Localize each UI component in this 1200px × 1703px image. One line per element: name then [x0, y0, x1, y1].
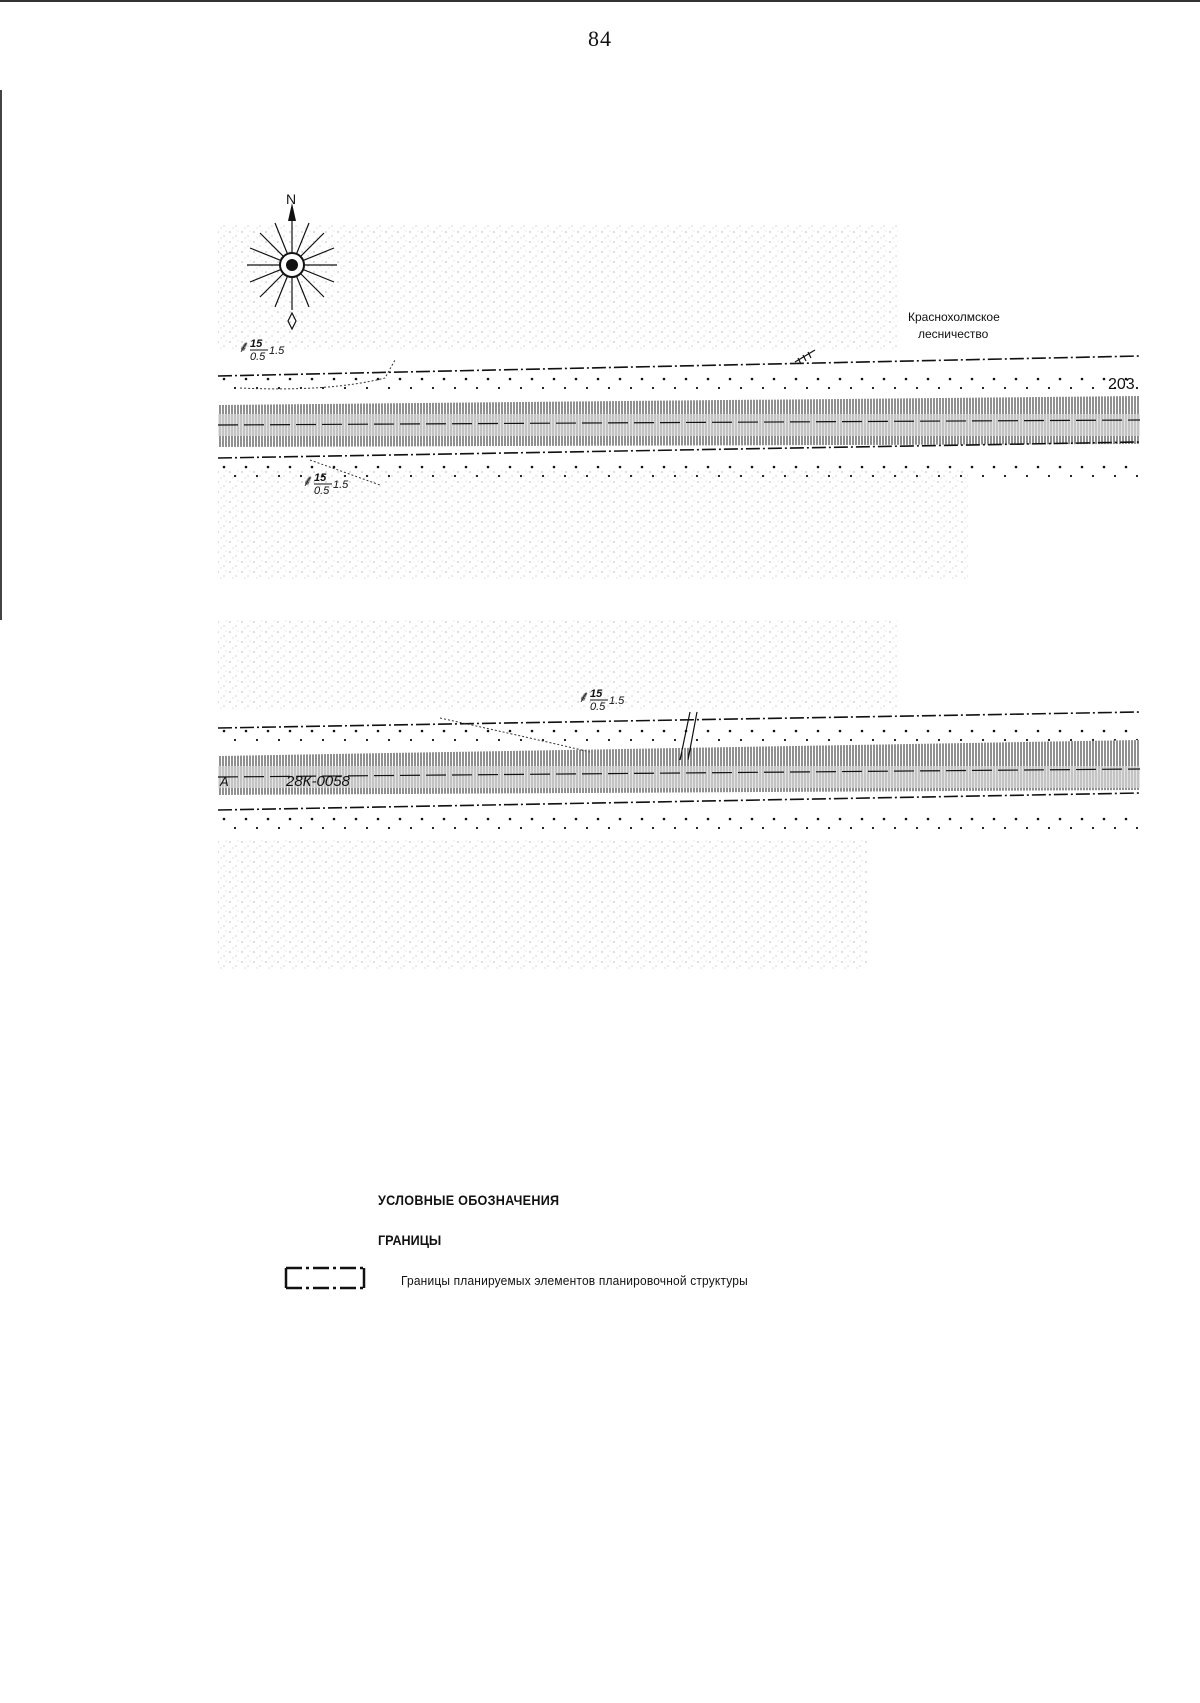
forest-label-bottom: 0.5 — [314, 485, 330, 497]
tree-icon: ⸙ — [238, 339, 251, 356]
dash-dot-boundary-icon — [282, 1262, 368, 1292]
road-surface-upper — [218, 414, 1140, 436]
forestry-label-line2: лесничество — [918, 327, 989, 341]
forest-label-top: 15 — [314, 472, 327, 484]
forest-label-top: 15 — [250, 338, 263, 350]
boundary-line-lower-south — [218, 793, 1140, 810]
forest-dots-lower-north — [218, 720, 1140, 745]
forest-dots-upper-south — [218, 460, 1140, 485]
tree-icon: ⸙ — [302, 473, 315, 490]
terrain-shading-lower-bottom — [218, 840, 868, 970]
terrain-shading-upper — [218, 225, 898, 350]
north-label: N — [286, 191, 297, 207]
terrain-shading-middle — [218, 470, 968, 580]
forest-label-bottom: 0.5 — [250, 351, 266, 363]
forest-label-extra: 1.5 — [609, 695, 625, 707]
road-surface-lower — [218, 766, 1140, 788]
terrain-shading-lower-top — [218, 620, 898, 710]
road-end-letter: А — [220, 774, 229, 789]
forest-label-extra: 1.5 — [269, 345, 285, 357]
forest-label-top: 15 — [590, 688, 603, 700]
forest-label-bottom: 0.5 — [590, 701, 606, 713]
legend-section-title: ГРАНИЦЫ — [378, 1232, 442, 1248]
legend-item-label: Границы планируемых элементов планировочной структуры — [401, 1273, 748, 1288]
bridge-mark-icon — [795, 350, 815, 364]
forest-dots-lower-south — [218, 812, 1140, 837]
page-number: 84 — [588, 26, 612, 51]
forestry-label-line1: Краснохолмское — [908, 310, 1000, 324]
forest-label-extra: 1.5 — [333, 479, 349, 491]
km-marker-label: 203 — [1108, 376, 1135, 393]
legend-title: УСЛОВНЫЕ ОБОЗНАЧЕНИЯ — [378, 1192, 560, 1208]
tree-icon: ⸙ — [578, 689, 591, 706]
road-code-label: 28К-0058 — [286, 773, 350, 790]
